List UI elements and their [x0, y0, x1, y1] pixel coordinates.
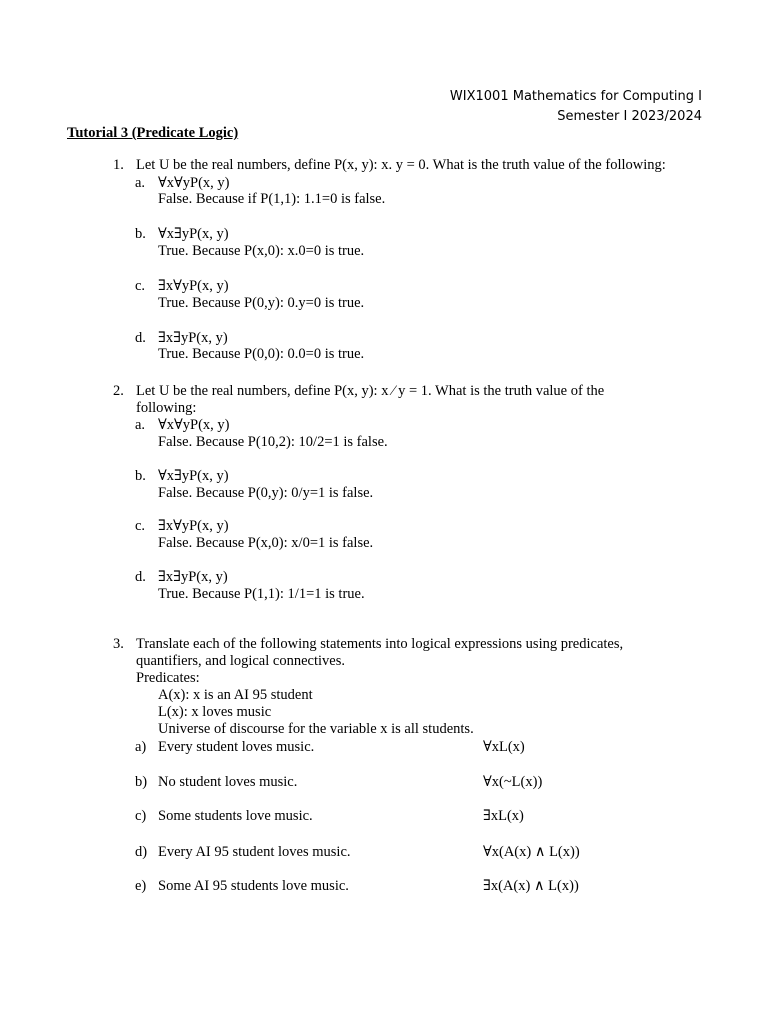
q2-prompt-line2: following: [136, 400, 197, 416]
q1b-letter: b. [135, 226, 146, 242]
q2b-answer: False. Because P(0,y): 0/y=1 is false. [158, 485, 374, 501]
q2a-formula: ∀x∀yP(x, y) [158, 417, 230, 433]
q3a-letter: a) [135, 739, 147, 755]
q1-number: 1. [113, 157, 124, 173]
q3-number: 3. [113, 636, 124, 652]
q2-number: 2. [113, 383, 124, 399]
q2c-answer: False. Because P(x,0): x/0=1 is false. [158, 535, 374, 551]
q3c-statement: Some students love music. [158, 808, 313, 824]
q1d-answer: True. Because P(0,0): 0.0=0 is true. [158, 346, 365, 362]
q3a-expression: ∀xL(x) [483, 739, 525, 755]
universe-of-discourse: Universe of discourse for the variable x is all students. [158, 721, 474, 737]
q1d-letter: d. [135, 330, 146, 346]
predicate-a: A(x): x is an AI 95 student [158, 687, 313, 703]
tutorial-title: Tutorial 3 (Predicate Logic) [67, 125, 239, 141]
course-header: WIX1001 Mathematics for Computing I [449, 89, 702, 104]
q1a-answer: False. Because if P(1,1): 1.1=0 is false. [158, 191, 386, 207]
semester-header: Semester I 2023/2024 [557, 109, 702, 124]
q1-prompt: Let U be the real numbers, define P(x, y): x. y = 0. What is the truth value of the following: [136, 157, 666, 173]
predicates-label: Predicates: [136, 670, 200, 686]
q3-prompt-line1: Translate each of the following statements into logical expressions using predicates, [136, 636, 624, 652]
q2c-letter: c. [135, 518, 146, 534]
q3d-expression: ∀x(A(x) ∧ L(x)) [483, 844, 580, 860]
q3e-expression: ∃x(A(x) ∧ L(x)) [483, 878, 579, 894]
q3b-letter: b) [135, 774, 148, 790]
q2-prompt-line1: Let U be the real numbers, define P(x, y): x ∕ y = 1. What is the truth value of the [136, 383, 605, 399]
q2d-answer: True. Because P(1,1): 1/1=1 is true. [158, 586, 365, 602]
q1a-letter: a. [135, 175, 146, 191]
q2d-letter: d. [135, 569, 146, 585]
q1b-answer: True. Because P(x,0): x.0=0 is true. [158, 243, 365, 259]
q1c-letter: c. [135, 278, 146, 294]
q3b-expression: ∀x(~L(x)) [483, 774, 543, 790]
q3-prompt-line2: quantifiers, and logical connectives. [136, 653, 345, 669]
q2d-formula: ∃x∃yP(x, y) [158, 569, 228, 585]
q1c-answer: True. Because P(0,y): 0.y=0 is true. [158, 295, 365, 311]
q1d-formula: ∃x∃yP(x, y) [158, 330, 228, 346]
q3d-letter: d) [135, 844, 148, 860]
q3c-expression: ∃xL(x) [483, 808, 524, 824]
predicate-l: L(x): x loves music [158, 704, 272, 720]
q2a-answer: False. Because P(10,2): 10/2=1 is false. [158, 434, 388, 450]
q1a-formula: ∀x∀yP(x, y) [158, 175, 230, 191]
q3b-statement: No student loves music. [158, 774, 298, 790]
q2c-formula: ∃x∀yP(x, y) [158, 518, 229, 534]
q1b-formula: ∀x∃yP(x, y) [158, 226, 229, 242]
q2a-letter: a. [135, 417, 146, 433]
q3c-letter: c) [135, 808, 147, 824]
q2b-letter: b. [135, 468, 146, 484]
q3e-letter: e) [135, 878, 147, 894]
q3a-statement: Every student loves music. [158, 739, 315, 755]
q3d-statement: Every AI 95 student loves music. [158, 844, 351, 860]
q3e-statement: Some AI 95 students love music. [158, 878, 349, 894]
q2b-formula: ∀x∃yP(x, y) [158, 468, 229, 484]
q1c-formula: ∃x∀yP(x, y) [158, 278, 229, 294]
